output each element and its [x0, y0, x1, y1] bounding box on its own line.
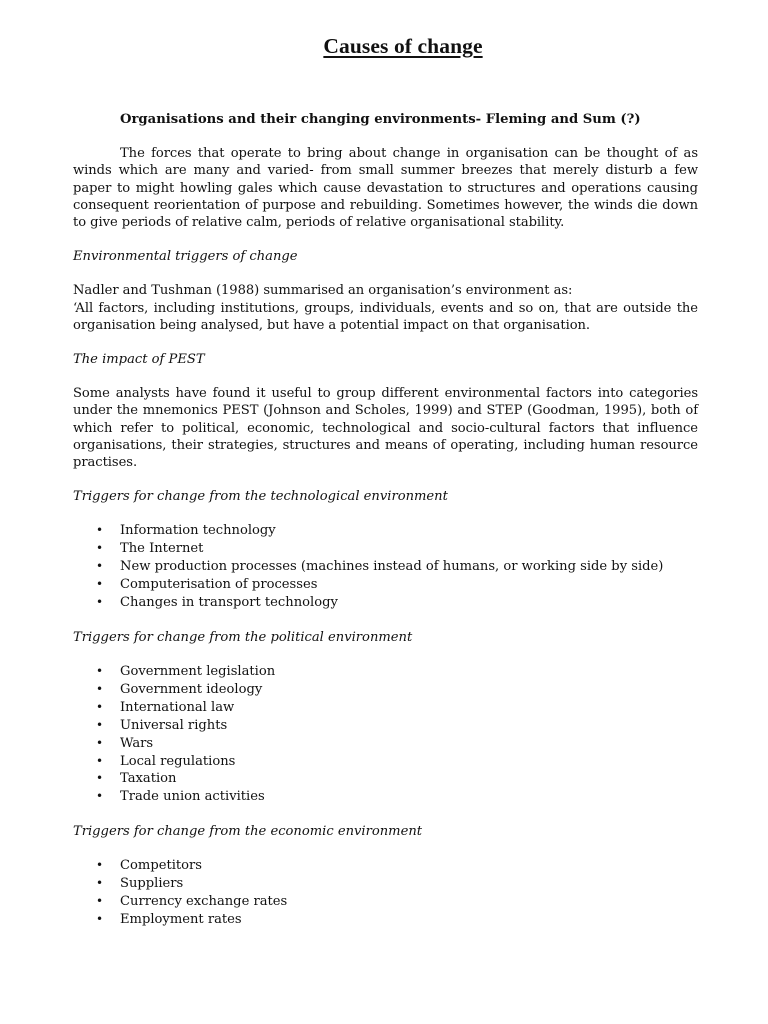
- bullet-icon: •: [96, 664, 104, 679]
- section-heading-political: Triggers for change from the political environment: [73, 629, 413, 645]
- list-item: • Local regulations: [96, 753, 236, 769]
- list-item: • Taxation: [96, 771, 177, 787]
- list-item: • Universal rights: [96, 717, 228, 733]
- section-heading-technological: Triggers for change from the technological environment: [73, 489, 448, 505]
- bullet-icon: •: [96, 717, 104, 732]
- list-item: • Government legislation: [96, 664, 276, 680]
- bullet-icon: •: [96, 682, 104, 696]
- bullet-icon: •: [96, 541, 104, 556]
- list-item: • Changes in transport technology: [96, 595, 338, 611]
- economic-list: [73, 857, 698, 929]
- bullet-icon: •: [96, 876, 104, 891]
- document-title: Causes of change: [323, 34, 483, 58]
- bullet-icon: •: [96, 894, 104, 909]
- bullet-icon: •: [96, 735, 104, 750]
- section-heading-pest: The impact of PEST: [73, 352, 205, 368]
- list-item: • International law: [96, 699, 235, 715]
- list-item: • Computerisation of processes: [96, 577, 318, 593]
- bullet-icon: •: [96, 771, 104, 786]
- bullet-icon: •: [96, 559, 104, 574]
- nadler-intro-line: Nadler and Tushman (1988) summarised an organisation’s environment as:: [73, 283, 573, 299]
- section-heading-economic: Triggers for change from the economic environment: [73, 824, 423, 840]
- technological-list: [73, 522, 698, 611]
- pest-paragraph: Some analysts have found it useful to group different environmental factors into categories under the mnemonics PEST (Johnson and Scholes, 1999) and STEP (Goodman, 1995), both of which refer to political, economic, technological and socio-cultural factors that influence organisations, their strategies, structures and means of operating, including human resource practises.: [73, 386, 698, 471]
- list-item: • Employment rates: [96, 912, 242, 928]
- bullet-icon: •: [96, 595, 104, 610]
- list-item: • Trade union activities: [96, 789, 265, 805]
- list-item: • Wars: [96, 735, 154, 751]
- subheading: Organisations and their changing environments- Fleming and Sum (?): [120, 112, 641, 127]
- list-item: • Competitors: [96, 858, 203, 874]
- document-body: [73, 111, 698, 929]
- list-item: • Currency exchange rates: [96, 894, 288, 910]
- bullet-icon: •: [96, 789, 104, 804]
- list-item: • Suppliers: [96, 876, 184, 892]
- list-item: • Government ideology: [96, 682, 263, 697]
- list-item: • New production processes (machines instead of humans, or working side by side): [96, 559, 664, 575]
- bullet-icon: •: [96, 858, 104, 873]
- bullet-icon: •: [96, 699, 104, 714]
- bullet-icon: •: [96, 523, 104, 538]
- bullet-icon: •: [96, 577, 104, 592]
- section-heading-environmental-triggers: Environmental triggers of change: [73, 249, 298, 265]
- list-item: • Information technology: [96, 523, 276, 539]
- bullet-icon: •: [96, 753, 104, 768]
- nadler-quote: ‘All factors, including institutions, groups, individuals, events and so on, that are outside the organisation being analysed, but have a potential impact on that organisation.: [73, 300, 698, 333]
- political-list: [73, 663, 698, 806]
- bullet-icon: •: [96, 912, 104, 927]
- list-item: • The Internet: [96, 541, 204, 557]
- intro-paragraph: The forces that operate to bring about change in organisation can be thought of as winds which are many and varied- from small summer breezes that merely disturb a few paper to might howling gales which cause devastation to structures and operations causing consequent reorientation of purpose and rebuilding. Sometimes however, the winds die down to give periods of relative calm, periods of relative organisational stability.: [73, 146, 698, 231]
